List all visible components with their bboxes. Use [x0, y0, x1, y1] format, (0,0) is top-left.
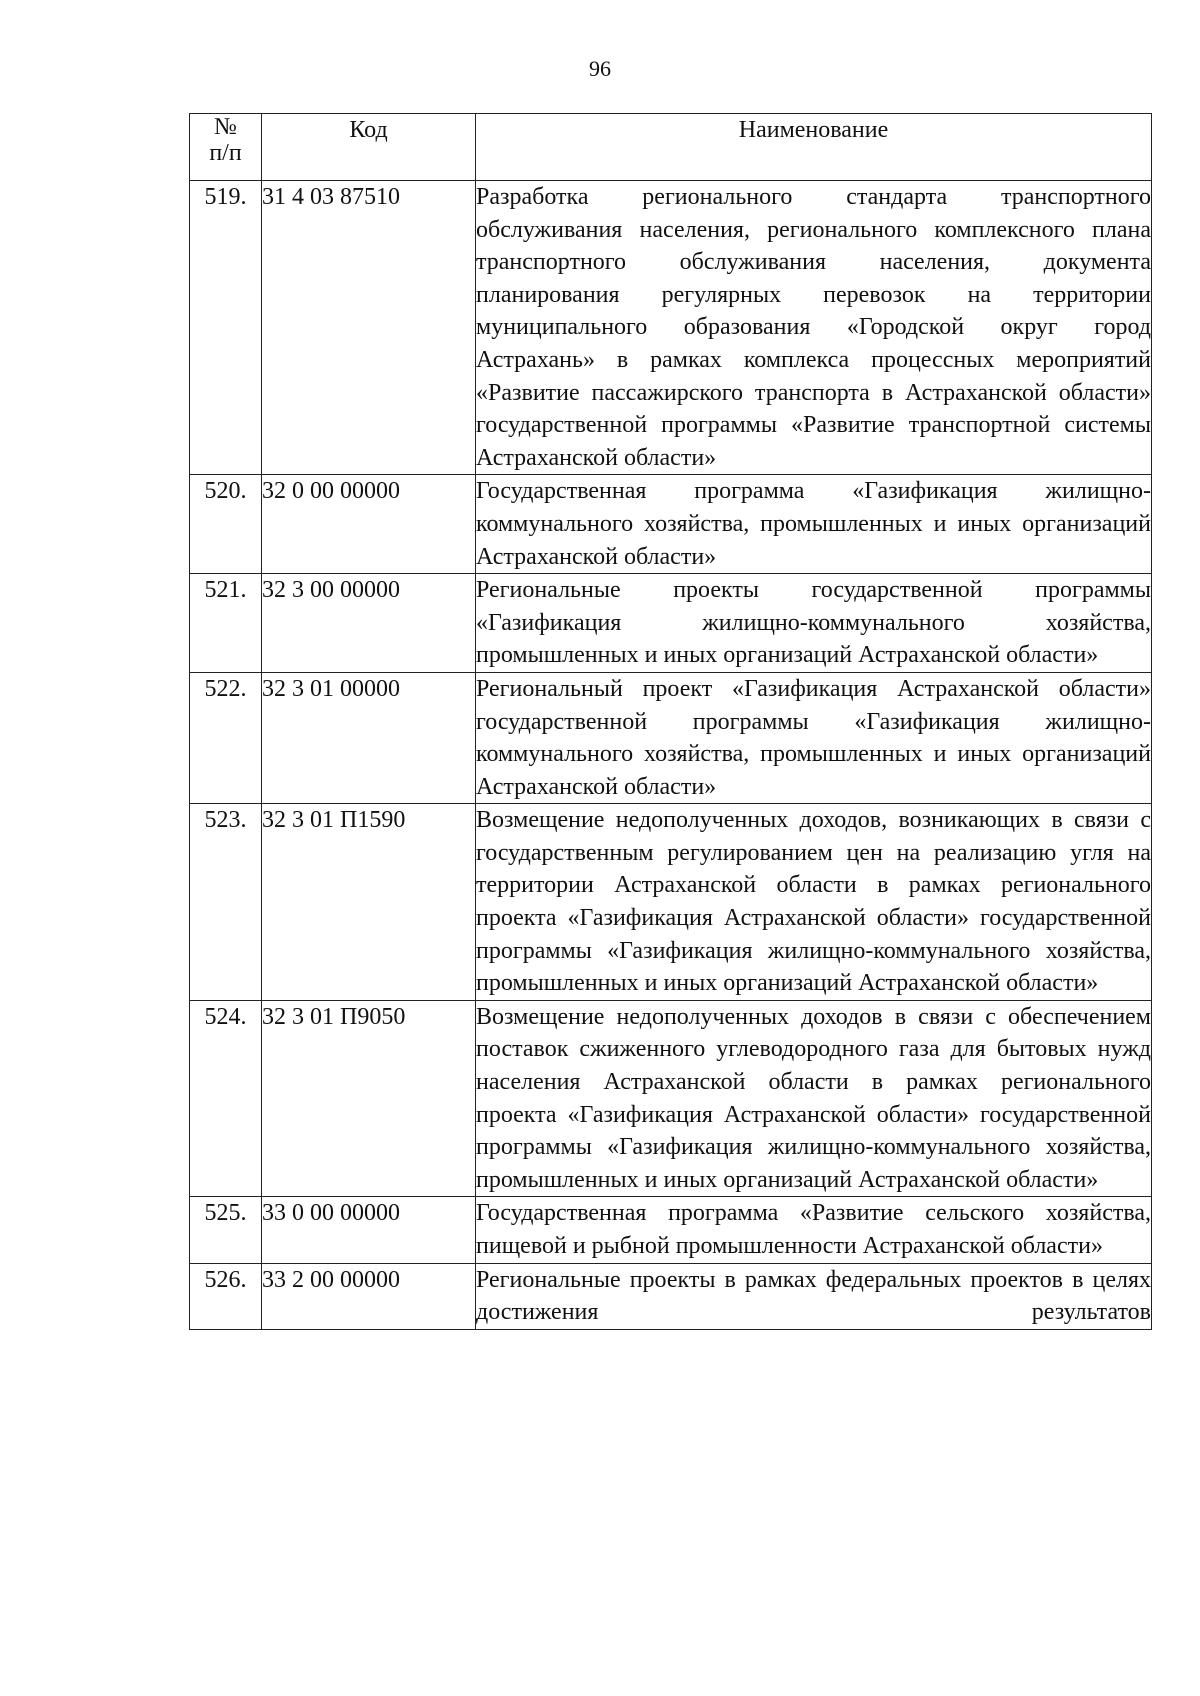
row-name: Государственная программа «Развитие сельского хозяйства, пищевой и рыбной промышленности Астраханской области»: [476, 1197, 1152, 1263]
table-row: [190, 1263, 1152, 1329]
row-name: Возмещение недополученных доходов в связи с обеспечением поставок сжиженного углеводородного газа для бытовых нужд населения Астраханской области в рамках регионального проекта «Газификация Астраханской области» государственной программы «Газификация жилищно-коммунального хозяйства, промышленных и иных организаций Астраханской области»: [476, 1000, 1152, 1197]
row-code: 31 4 03 87510: [262, 181, 476, 475]
table-row: [190, 574, 1152, 673]
row-code: 32 0 00 00000: [262, 475, 476, 574]
row-code: 32 3 00 00000: [262, 574, 476, 673]
row-code: 32 3 01 П9050: [262, 1000, 476, 1197]
code-table: [189, 113, 1152, 1330]
row-number: 525.: [190, 1197, 262, 1263]
table-row: [190, 181, 1152, 475]
header-num-label: п/п: [209, 140, 242, 166]
row-number: 523.: [190, 804, 262, 1001]
table-header-row: [190, 114, 1152, 181]
row-number: 521.: [190, 574, 262, 673]
row-number: 526.: [190, 1263, 262, 1329]
table-row: [190, 475, 1152, 574]
header-num: [190, 114, 262, 181]
row-name: Государственная программа «Газификация жилищно-коммунального хозяйства, промышленных и иных организаций Астраханской области»: [476, 475, 1152, 574]
row-number: 520.: [190, 475, 262, 574]
row-name: Региональные проекты государственной программы «Газификация жилищно-коммунального хозяйства, промышленных и иных организаций Астраханской области»: [476, 574, 1152, 673]
row-number: 519.: [190, 181, 262, 475]
header-code: Код: [262, 114, 476, 181]
header-num-symbol: №: [214, 114, 237, 140]
row-name: Разработка регионального стандарта транспортного обслуживания населения, регионального комплексного плана транспортного обслуживания населения, документа планирования регулярных перевозок на территории муниципального образования «Городской округ город Астрахань» в рамках комплекса процессных мероприятий «Развитие пассажирского транспорта в Астраханской области» государственной программы «Развитие транспортной системы Астраханской области»: [476, 181, 1152, 475]
row-number: 522.: [190, 672, 262, 803]
page-number: 96: [589, 56, 611, 81]
row-name: Региональные проекты в рамках федеральных проектов в целях достижения результатов: [476, 1263, 1152, 1329]
table-row: [190, 804, 1152, 1001]
table-row: [190, 1197, 1152, 1263]
row-number: 524.: [190, 1000, 262, 1197]
row-code: 32 3 01 П1590: [262, 804, 476, 1001]
header-name: Наименование: [476, 114, 1152, 181]
table-row: [190, 1000, 1152, 1197]
row-code: 33 2 00 00000: [262, 1263, 476, 1329]
table-row: [190, 672, 1152, 803]
row-name: Региональный проект «Газификация Астраханской области» государственной программы «Газификация жилищно-коммунального хозяйства, промышленных и иных организаций Астраханской области»: [476, 672, 1152, 803]
row-name: Возмещение недополученных доходов, возникающих в связи с государственным регулированием цен на реализацию угля на территории Астраханской области в рамках регионального проекта «Газификация Астраханской области» государственной программы «Газификация жилищно-коммунального хозяйства, промышленных и иных организаций Астраханской области»: [476, 804, 1152, 1001]
row-code: 32 3 01 00000: [262, 672, 476, 803]
row-code: 33 0 00 00000: [262, 1197, 476, 1263]
